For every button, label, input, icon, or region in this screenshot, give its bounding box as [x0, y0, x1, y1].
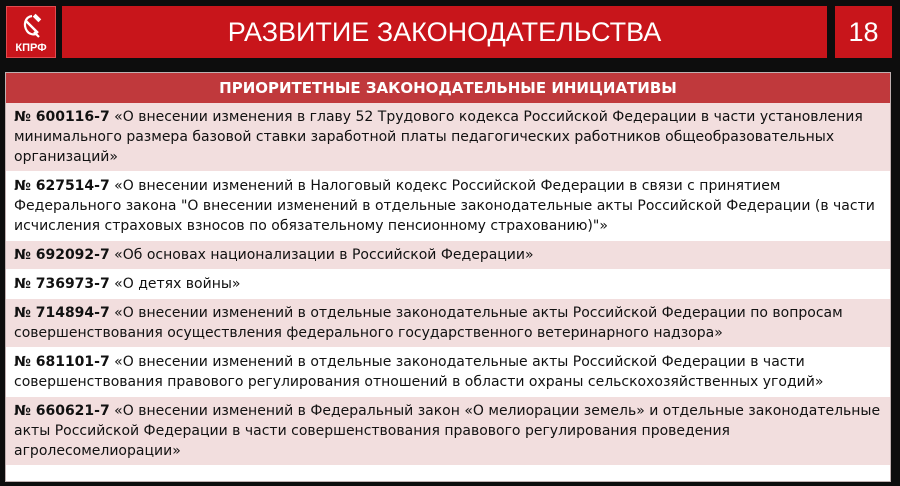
- table-row: [6, 103, 890, 172]
- bill-number: № 736973-7: [14, 276, 110, 292]
- bill-title: «О внесении изменений в отдельные законодательные акты Российской Федерации по вопросам совершенствования осуществления федерального государственного ветеринарного надзора»: [14, 305, 843, 341]
- initiatives-table: [5, 72, 891, 482]
- bill-number: № 627514-7: [14, 178, 110, 194]
- logo-text: КПРФ: [15, 42, 47, 54]
- table-header: ПРИОРИТЕТНЫЕ ЗАКОНОДАТЕЛЬНЫЕ ИНИЦИАТИВЫ: [6, 73, 890, 103]
- bill-title: «О внесении изменения в главу 52 Трудового кодекса Российской Федерации в части установления минимального размера базовой ставки заработной платы педагогических работников общеобразовательных организаций»: [14, 109, 863, 165]
- bill-number: № 600116-7: [14, 109, 110, 125]
- page-title: РАЗВИТИЕ ЗАКОНОДАТЕЛЬСТВА: [62, 6, 827, 58]
- bill-title: «О внесении изменений в Налоговый кодекс Российской Федерации в связи с принятием Федерального закона "О внесении изменений в отдельные законодательные акты Российской Федерации (в части исчисления страховых взносов по обязательному пенсионному страхованию)"»: [14, 178, 875, 234]
- bill-number: № 681101-7: [14, 354, 110, 370]
- bill-title: «О внесении изменений в Федеральный закон «О мелиорации земель» и отдельные законодательные акты Российской Федерации в части совершенствования правового регулирования проведения агролесомелиорации»: [14, 403, 881, 459]
- table-row: [6, 270, 890, 299]
- bill-title: «О детях войны»: [109, 276, 241, 292]
- hammer-sickle-icon: [20, 13, 44, 39]
- bill-number: № 714894-7: [14, 305, 110, 321]
- page-number: 18: [835, 6, 892, 58]
- kprf-logo: [6, 6, 56, 58]
- bill-number: № 660621-7: [14, 403, 110, 419]
- bill-title: «О внесении изменений в отдельные законодательные акты Российской Федерации в части совершенствования правового регулирования отношений в области охраны сельскохозяйственных угодий»: [14, 354, 824, 390]
- table-row: [6, 172, 890, 241]
- bill-title: «Об основах национализации в Российской Федерации»: [109, 247, 534, 263]
- table-row: [6, 348, 890, 397]
- table-row: [6, 241, 890, 270]
- table-row: [6, 299, 890, 348]
- bill-number: № 692092-7: [14, 247, 110, 263]
- table-row: [6, 397, 890, 466]
